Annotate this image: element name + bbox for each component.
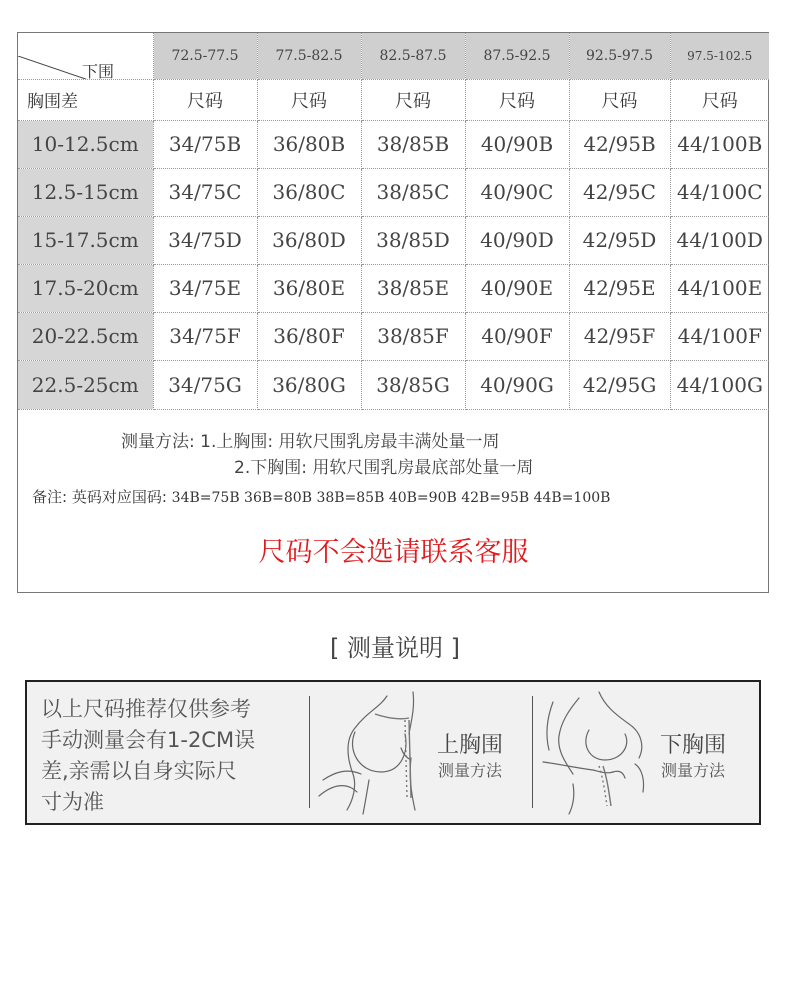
size-cell: 36/80C <box>257 168 361 216</box>
divider <box>532 696 533 808</box>
size-cell: 34/75G <box>153 360 257 409</box>
size-cell: 44/100D <box>670 216 769 264</box>
size-cell: 38/85B <box>361 120 465 168</box>
size-conversion-remark <box>32 486 610 507</box>
bust-difference-cell: 15-17.5cm <box>18 216 153 264</box>
upper-bust-illustration <box>317 688 427 816</box>
size-cell: 40/90E <box>465 264 569 312</box>
size-cell: 44/100B <box>670 120 769 168</box>
size-cell: 38/85D <box>361 216 465 264</box>
divider <box>309 696 310 808</box>
remark-label: 备注: 英码对应国码: <box>32 488 167 506</box>
corner-cell <box>18 33 153 79</box>
disclaimer-line: 差,亲需以自身实际尺 <box>41 759 237 783</box>
size-cell: 44/100C <box>670 168 769 216</box>
bust-difference-cell: 17.5-20cm <box>18 264 153 312</box>
underbust-range: 92.5-97.5 <box>569 33 670 79</box>
bust-difference-cell: 22.5-25cm <box>18 360 153 409</box>
measurement-guide <box>25 680 761 825</box>
size-header-row <box>18 79 769 120</box>
underbust-header-row <box>18 33 769 79</box>
size-cell: 40/90C <box>465 168 569 216</box>
table-row <box>18 216 769 264</box>
underbust-range: 82.5-87.5 <box>361 33 465 79</box>
size-cell: 42/95G <box>569 360 670 409</box>
disclaimer-line: 手动测量会有1-2CM误 <box>41 728 256 752</box>
disclaimer-line: 寸为准 <box>41 790 104 814</box>
size-header: 尺码 <box>569 79 670 120</box>
table-row <box>18 264 769 312</box>
underbust-range: 87.5-92.5 <box>465 33 569 79</box>
size-cell: 34/75F <box>153 312 257 360</box>
bust-difference-label: 胸围差 <box>18 79 153 120</box>
size-cell: 38/85C <box>361 168 465 216</box>
size-cell: 42/95F <box>569 312 670 360</box>
bust-difference-cell: 12.5-15cm <box>18 168 153 216</box>
measurement-disclaimer <box>41 694 301 818</box>
size-header: 尺码 <box>465 79 569 120</box>
size-cell: 34/75D <box>153 216 257 264</box>
table-row <box>18 312 769 360</box>
size-cell: 40/90B <box>465 120 569 168</box>
lower-bust-subtitle: 测量方法 <box>661 761 726 780</box>
size-cell: 34/75B <box>153 120 257 168</box>
size-header: 尺码 <box>670 79 769 120</box>
underbust-range: 97.5-102.5 <box>670 33 769 79</box>
size-cell: 38/85G <box>361 360 465 409</box>
table-row <box>18 120 769 168</box>
measure-method-line-2: 2.下胸围: 用软尺围乳房最底部处量一周 <box>234 458 534 478</box>
lower-bust-illustration <box>539 688 655 816</box>
size-cell: 36/80G <box>257 360 361 409</box>
size-table <box>18 33 769 410</box>
size-cell: 34/75C <box>153 168 257 216</box>
measure-method-line-1: 测量方法: 1.上胸围: 用软尺围乳房最丰满处量一周 <box>121 432 500 452</box>
bust-difference-cell: 10-12.5cm <box>18 120 153 168</box>
size-chart <box>17 32 769 593</box>
table-row <box>18 360 769 409</box>
bust-difference-cell: 20-22.5cm <box>18 312 153 360</box>
size-cell: 40/90F <box>465 312 569 360</box>
size-cell: 36/80E <box>257 264 361 312</box>
size-cell: 44/100F <box>670 312 769 360</box>
upper-bust-subtitle: 测量方法 <box>438 761 503 780</box>
size-cell: 44/100E <box>670 264 769 312</box>
size-cell: 42/95E <box>569 264 670 312</box>
upper-bust-title: 上胸围 <box>437 733 504 758</box>
size-cell: 38/85E <box>361 264 465 312</box>
size-cell: 42/95B <box>569 120 670 168</box>
size-cell: 36/80D <box>257 216 361 264</box>
size-cell: 36/80F <box>257 312 361 360</box>
underbust-range: 77.5-82.5 <box>257 33 361 79</box>
size-cell: 44/100G <box>670 360 769 409</box>
size-cell: 38/85F <box>361 312 465 360</box>
size-cell: 34/75E <box>153 264 257 312</box>
size-cell: 42/95D <box>569 216 670 264</box>
underbust-range: 72.5-77.5 <box>153 33 257 79</box>
size-cell: 36/80B <box>257 120 361 168</box>
size-header: 尺码 <box>153 79 257 120</box>
table-row <box>18 168 769 216</box>
size-header: 尺码 <box>257 79 361 120</box>
contact-service-notice: 尺码不会选请联系客服 <box>258 537 529 568</box>
lower-bust-title: 下胸围 <box>660 733 727 758</box>
size-header: 尺码 <box>361 79 465 120</box>
section-title: [ 测量说明 ] <box>330 634 460 662</box>
corner-underbust-label: 下围 <box>82 61 115 79</box>
size-cell: 40/90G <box>465 360 569 409</box>
size-cell: 40/90D <box>465 216 569 264</box>
disclaimer-line: 以上尺码推荐仅供参考 <box>41 697 251 721</box>
remark-values: 34B=75B 36B=80B 38B=85B 40B=90B 42B=95B 44B=100B <box>171 490 611 506</box>
size-cell: 42/95C <box>569 168 670 216</box>
